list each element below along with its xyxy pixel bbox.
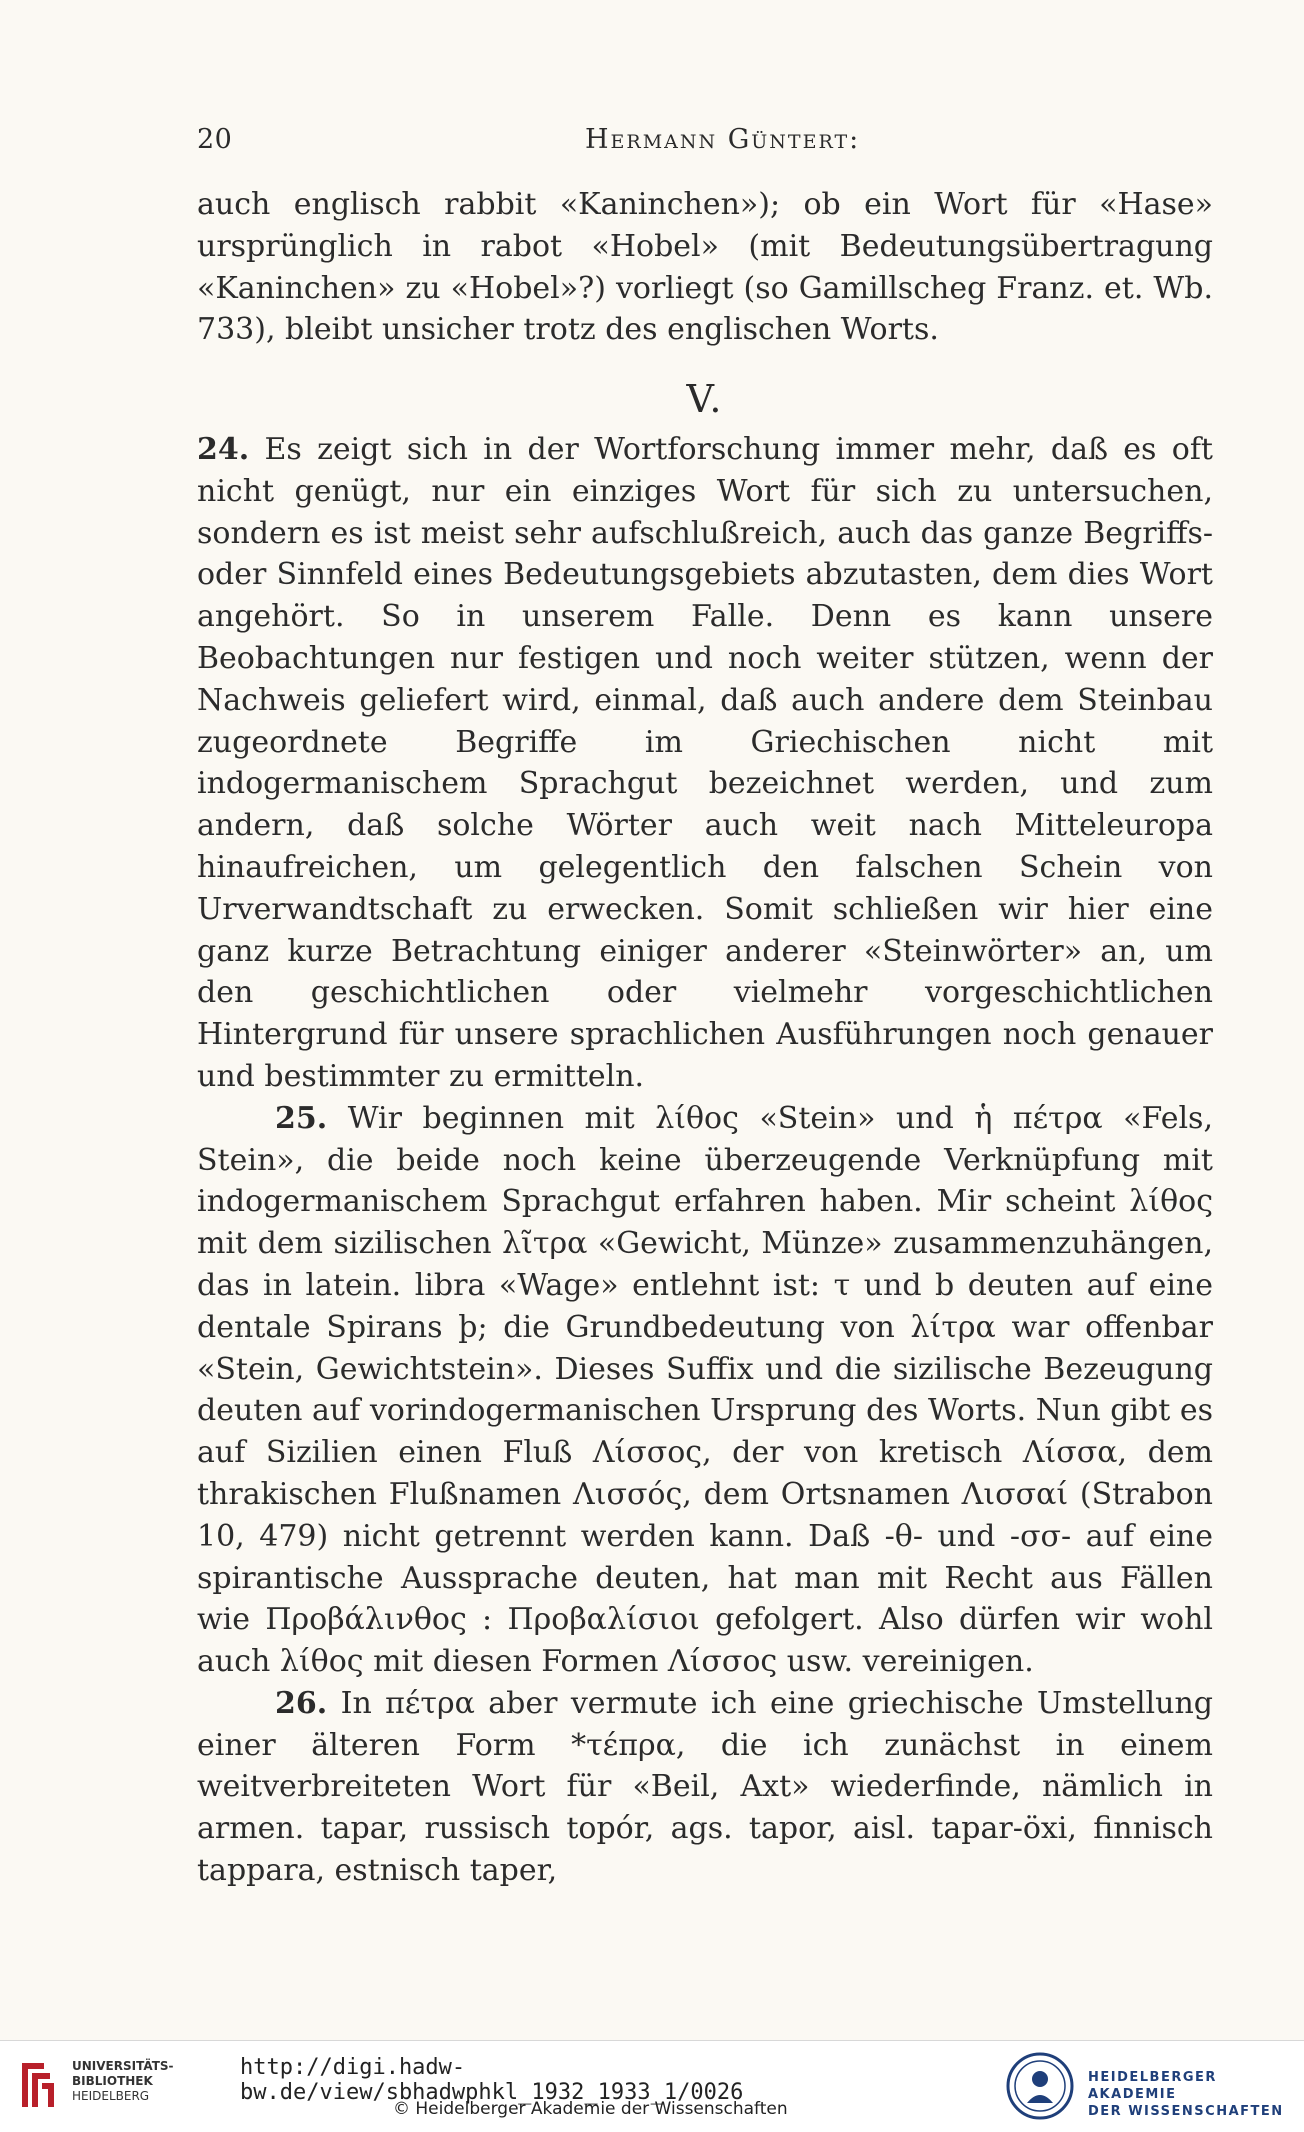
paragraph-text: In πέτρα aber vermute ich eine griechische Umstellung einer älteren Form *τέπρα, die ich zunächst in einem weitverbreiteten Wort für «Beil, Axt» wiederfinde, nämlich in armen. tapar, russisch topór, ags. tapor, aisl. tapar-öxi, finnisch tappara, estnisch taper, [197, 1685, 1213, 1889]
academy-name-line: DER WISSENSCHAFTEN [1088, 2104, 1284, 2119]
paragraph-25 [197, 1098, 1213, 1683]
library-name-line: BIBLIOTHEK [72, 2074, 153, 2088]
library-name [72, 2059, 174, 2104]
section-heading: V. [686, 377, 724, 422]
page-number: 20 [197, 124, 233, 155]
paragraph-24 [197, 429, 1213, 1098]
library-logo-icon [14, 2057, 58, 2113]
intro-paragraph: auch englisch rabbit «Kaninchen»); ob ein Wort für «Hase» ursprünglich in rabot «Hobel» (mit Bedeutungsübertragung «Kaninchen» zu «Hobel»?) vorliegt (so Gamillscheg Franz. et. Wb. 733), bleibt unsicher trotz des englischen Worts. [197, 187, 1213, 348]
paragraph-number: 25. [275, 1100, 328, 1136]
footer-bar [0, 2040, 1304, 2132]
paragraph-number: 26. [275, 1685, 328, 1721]
paragraph-26 [197, 1683, 1213, 1892]
body-text [197, 184, 1213, 1892]
source-url-link[interactable]: http://digi.hadw-bw.de/view/sbhadwphkl_1932_1933_1/0026 [240, 2055, 744, 2105]
library-name-line: HEIDELBERG [72, 2089, 150, 2103]
copyright-notice: © Heidelberger Akademie der Wissenschaften [393, 2099, 788, 2119]
academy-name [1088, 2069, 1304, 2120]
paragraph-number: 24. [197, 431, 250, 467]
library-name-line: UNIVERSITÄTS- [72, 2059, 174, 2073]
paragraph-text: Es zeigt sich in der Wortforschung immer mehr, daß es oft nicht genügt, nur ein einziges Wort für sich zu untersuchen, sondern es ist meist sehr aufschlußreich, auch das ganze Begriffs- oder Sinnfeld eines Bedeutungsgebiets abzutasten, dem dies Wort angehört. So in unserem Falle. Denn es kann unsere Beobachtungen nur festigen und noch weiter stützen, wenn der Nachweis geliefert wird, einmal, daß auch andere dem Steinbau zugeordnete Begriffe im Griechischen nicht mit indogermanischem Sprachgut bezeichnet werden, und zum andern, daß solche Wörter auch weit nach Mitteleuropa hinaufreichen, um gelegentlich den falschen Schein von Urverwandtschaft zu erwecken. Somit schließen wir hier eine ganz kurze Betrachtung einiger anderer «Steinwörter» an, um den geschichtlichen oder vielmehr vorgeschichtlichen Hintergrund für unsere sprachlichen Ausführungen noch genauer und bestimmter zu ermitteln. [197, 431, 1213, 1094]
academy-seal-icon [1005, 2051, 1075, 2121]
academy-name-line: HEIDELBERGER AKADEMIE [1088, 2070, 1217, 2102]
running-head [197, 124, 1197, 164]
paragraph-text: Wir beginnen mit λίθος «Stein» und ἡ πέτρα «Fels, Stein», die beide noch keine überzeugende Verknüpfung mit indogermanischem Sprachgut erfahren haben. Mir scheint λίθος mit dem sizilischen λῖτρα «Gewicht, Münze» zusammenzuhängen, das in latein. libra «Wage» entlehnt ist: τ und b deuten auf eine dentale Spirans þ; die Grundbedeutung von λίτρα war offenbar «Stein, Gewichtstein». Dieses Suffix und die sizilische Bezeugung deuten auf vorindogermanischen Ursprung des Worts. Nun gibt es auf Sizilien einen Fluß Λίσσος, der von kretisch Λίσσα, dem thrakischen Flußnamen Λισσός, dem Ortsnamen Λισσαί (Strabon 10, 479) nicht getrennt werden kann. Daß -θ- und -σσ- auf eine spirantische Aussprache deuten, hat man mit Recht aus Fällen wie Προβάλινθος : Προβαλίσιοι gefolgert. Also dürfen wir wohl auch λίθος mit diesen Formen Λίσσος usw. vereinigen. [197, 1100, 1213, 1680]
running-head-author: Hermann Güntert: [585, 124, 861, 155]
